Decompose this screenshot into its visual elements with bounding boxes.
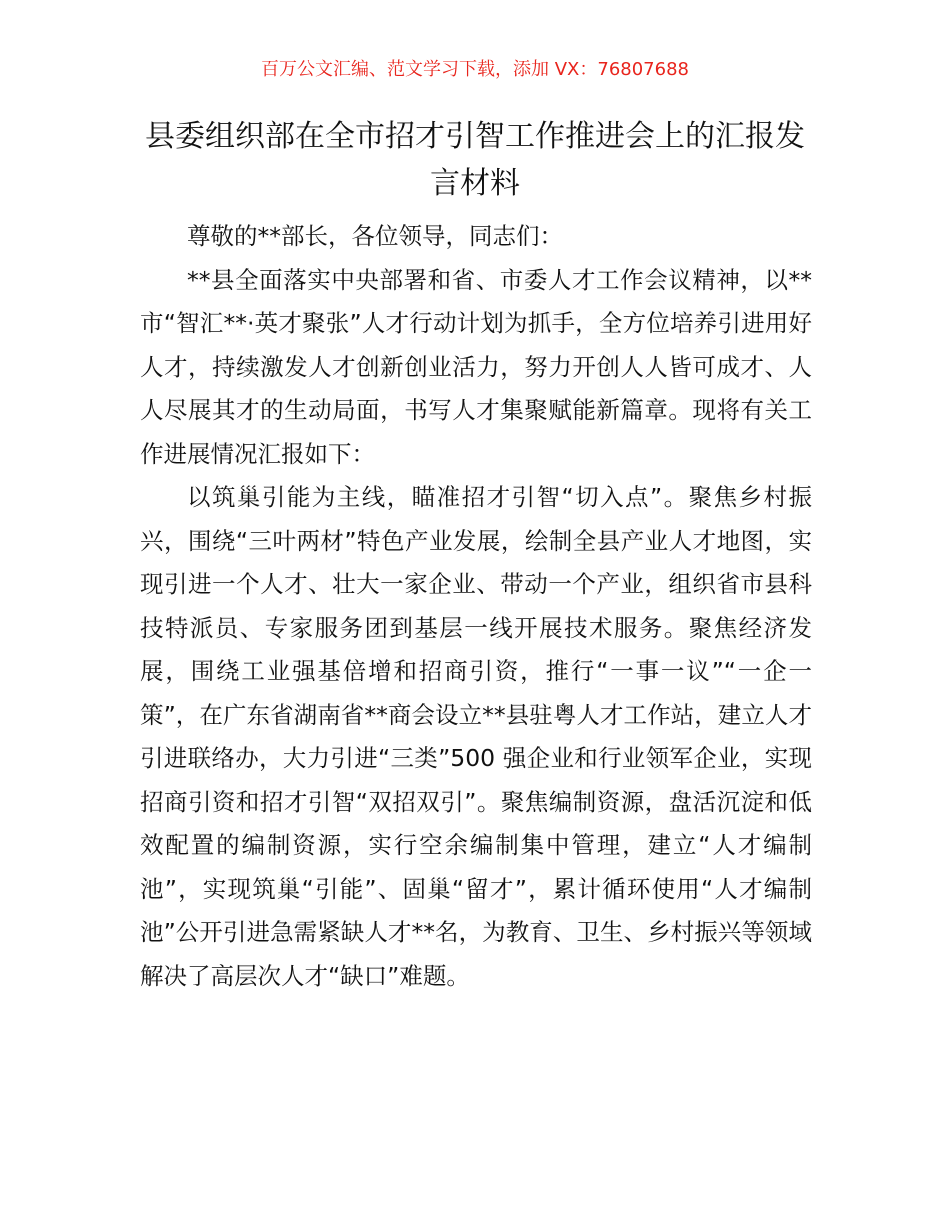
header-banner: 百万公文汇编、范文学习下载，添加 VX：76807688 xyxy=(261,59,689,80)
paragraph-intro: **县全面落实中央部署和省、市委人才工作会议精神，以**市“智汇**·英才聚张”人才行动计划为抓手，全方位培养引进用好人才，持续激发人才创新创业活力，努力开创人人皆可成才、人人尽展其才的生动局面，书写人才集聚赋能新篇章。现将有关工作进展情况汇报如下： xyxy=(140,265,812,468)
paragraph-talent-attraction: 以筑巢引能为主线，瞄准招才引智“切入点”。聚焦乡村振兴，围绕“三叶两材”特色产业发展，绘制全县产业人才地图，实现引进一个人才、壮大一家企业、带动一个产业，组织省市县科技特派员、专家服务团到基层一线开展技术服务。聚焦经济发展，围绕工业强基倍增和招商引资，推行“一事一议”“一企一策”，在广东省湖南省**商会设立**县驻粤人才工作站，建立人才引进联络办，大力引进“三类”500 强企业和行业领军企业，实现招商引资和招才引智“双招双引”。聚焦编制资源，盘活沉淀和低效配置的编制资源，实行空余编制集中管理，建立“人才编制池”，实现筑巢“引能”、固巢“留才”，累计循环使用“人才编制池”公开引进急需紧缺人才**名，为教育、卫生、乡村振兴等领域解决了高层次人才“缺口”难题。 xyxy=(140,483,812,990)
document-title: 县委组织部在全市招才引智工作推进会上的汇报发言材料 xyxy=(145,119,805,201)
document-body xyxy=(140,215,812,998)
salutation: 尊敬的**部长，各位领导，同志们： xyxy=(187,222,563,250)
